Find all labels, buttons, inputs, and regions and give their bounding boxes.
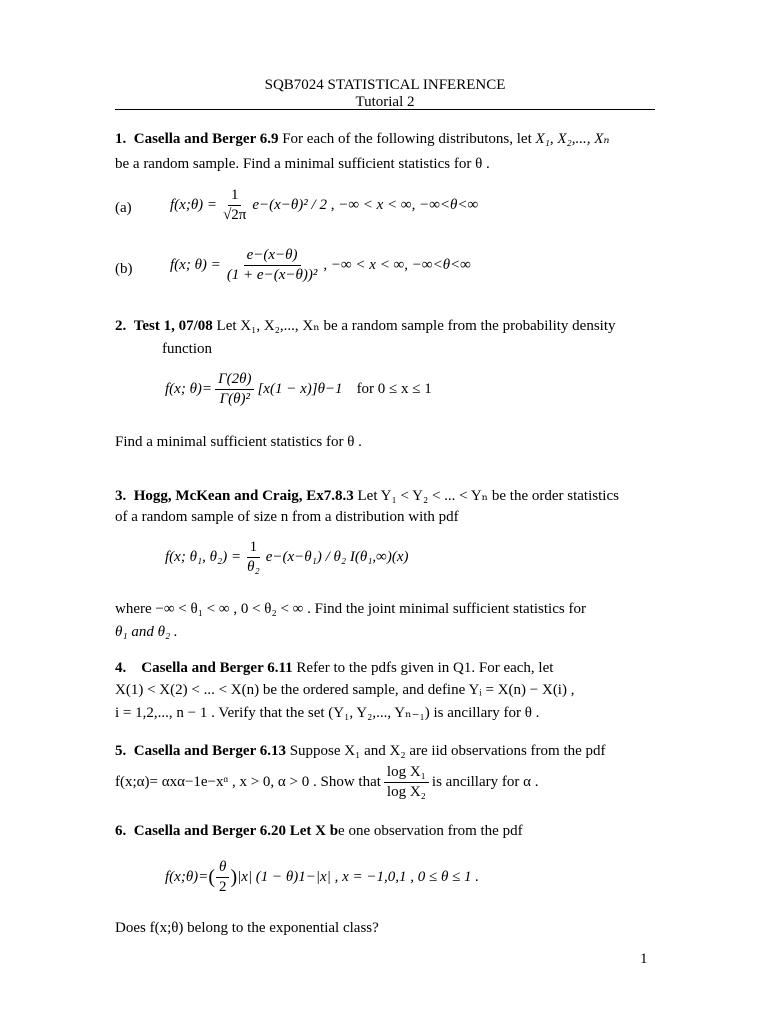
q3-lhs: f(x; θ₁, θ₂) =: [165, 548, 242, 565]
q1a-label: (a): [115, 200, 132, 216]
q1b-formula: [170, 246, 471, 285]
q5-text: Suppose X₁ and X₂ are iid observations from the pdf: [289, 743, 606, 759]
q3-numerator: 1: [247, 538, 261, 558]
q3-text2: of a random sample of size n from a distribution with pdf: [115, 509, 459, 525]
q3-heading: [115, 487, 619, 507]
q5-denominator: log X₂: [386, 783, 426, 800]
q6-text: e one observation from the pdf: [338, 823, 523, 839]
q6-left-paren: (: [208, 866, 215, 889]
q1a-formula: [170, 186, 478, 225]
q2-fraction: [215, 370, 254, 409]
q5-fraction: [384, 763, 429, 802]
q6-number: 6.: [115, 823, 127, 839]
q1b-denominator: (1 + e−(x−θ))²: [226, 266, 318, 283]
q3-rhs: e−(x−θ₁) / θ₂ I(θ₁,∞)(x): [265, 548, 409, 565]
q1-number: 1.: [115, 131, 127, 147]
q2-text: Let X₁, X₂,..., Xₙ be a random sample from the probability density: [216, 318, 616, 334]
tutorial-subtitle: Tutorial 2: [355, 94, 415, 110]
q1-source: Casella and Berger 6.9: [133, 131, 279, 147]
q2-text2: function: [162, 341, 212, 357]
q3-denominator: θ₂: [247, 558, 260, 575]
q4-text2: X(1) < X(2) < ... < X(n) be the ordered sample, and define Yᵢ = X(n) − X(i) ,: [115, 682, 575, 698]
q1b-lhs: f(x; θ) =: [170, 256, 221, 273]
q5-numerator: log X₁: [384, 763, 429, 783]
q5-formula: [115, 763, 538, 802]
q1b-rhs: , −∞ < x < ∞, −∞<θ<∞: [323, 256, 471, 273]
q6-denominator: 2: [218, 878, 227, 895]
q3-fraction: [244, 538, 263, 577]
q1a-fraction: [220, 186, 249, 225]
q2-rhs: [x(1 − x)]θ−1: [257, 380, 343, 397]
q1b-numerator: e−(x−θ): [244, 246, 301, 266]
q2-formula: [165, 370, 432, 409]
q6-right-paren: ): [230, 866, 238, 889]
q4-source: Casella and Berger 6.11: [141, 660, 293, 676]
q1-text2: be a random sample. Find a minimal sufficient statistics for θ .: [115, 156, 490, 172]
q2-lhs: f(x; θ)=: [165, 380, 213, 397]
course-title: SQB7024 STATISTICAL INFERENCE: [264, 77, 506, 93]
q6-heading: [115, 822, 523, 842]
q2-heading: [115, 317, 616, 337]
q6-text2: Does f(x;θ) belong to the exponential class?: [115, 920, 379, 936]
q2-denominator: Γ(θ)²: [219, 390, 250, 407]
q5-source: Casella and Berger 6.13: [133, 743, 286, 759]
q1b-label: (b): [115, 261, 133, 277]
q4-number: 4.: [115, 660, 127, 676]
q1b-fraction: [224, 246, 321, 285]
q3-text: Let Y₁ < Y₂ < ... < Yₙ be the order statistics: [357, 488, 619, 504]
q5-rhs: is ancillary for α .: [431, 773, 539, 790]
q1a-denominator: √2π: [223, 206, 247, 223]
q6-numerator: θ: [216, 858, 229, 878]
q2-number: 2.: [115, 318, 127, 334]
q2-text3: Find a minimal sufficient statistics for θ .: [115, 434, 362, 450]
q2-source: Test 1, 07/08: [133, 318, 213, 334]
q2-numerator: Γ(2θ): [215, 370, 254, 390]
q4-text3: i = 1,2,..., n − 1 . Verify that the set (Y₁, Y₂,..., Yₙ₋₁) is ancillary for θ .: [115, 705, 540, 721]
q6-rhs: |x| (1 − θ)1−|x| , x = −1,0,1 , 0 ≤ θ ≤ 1 .: [237, 868, 480, 885]
header-rule: [115, 109, 655, 110]
q1a-numerator: 1: [228, 186, 242, 206]
q3-source: Hogg, McKean and Craig, Ex7.8.3: [133, 488, 354, 504]
q5-lhs: f(x;α)= αxα−1e−xᵅ , x > 0, α > 0 . Show that: [115, 773, 381, 790]
q4-heading: [115, 659, 553, 679]
q3-text4: θ₁ and θ₂ .: [115, 624, 178, 640]
page-number: 1: [640, 951, 648, 967]
q2-condition: for 0 ≤ x ≤ 1: [356, 380, 432, 397]
q6-formula: [165, 858, 479, 897]
q1a-lhs: f(x;θ) =: [170, 196, 218, 213]
q4-text: Refer to the pdfs given in Q1. For each, let: [296, 660, 554, 676]
q1-text: For each of the following distributons, let: [282, 131, 532, 147]
q1a-rhs: e−(x−θ)² / 2 , −∞ < x < ∞, −∞<θ<∞: [252, 196, 479, 213]
q6-lhs: f(x;θ)=: [165, 868, 209, 885]
q5-number: 5.: [115, 743, 127, 759]
q3-number: 3.: [115, 488, 127, 504]
q6-source: Casella and Berger 6.20 Let X b: [133, 823, 339, 839]
q3-formula: [165, 538, 409, 577]
q6-fraction: [216, 858, 230, 897]
q5-heading: [115, 742, 606, 762]
q1-vars: X₁, X₂,..., Xₙ: [535, 131, 610, 147]
q3-text3: where −∞ < θ₁ < ∞ , 0 < θ₂ < ∞ . Find the joint minimal sufficient statistics for: [115, 601, 586, 617]
q1-heading: [115, 130, 610, 150]
